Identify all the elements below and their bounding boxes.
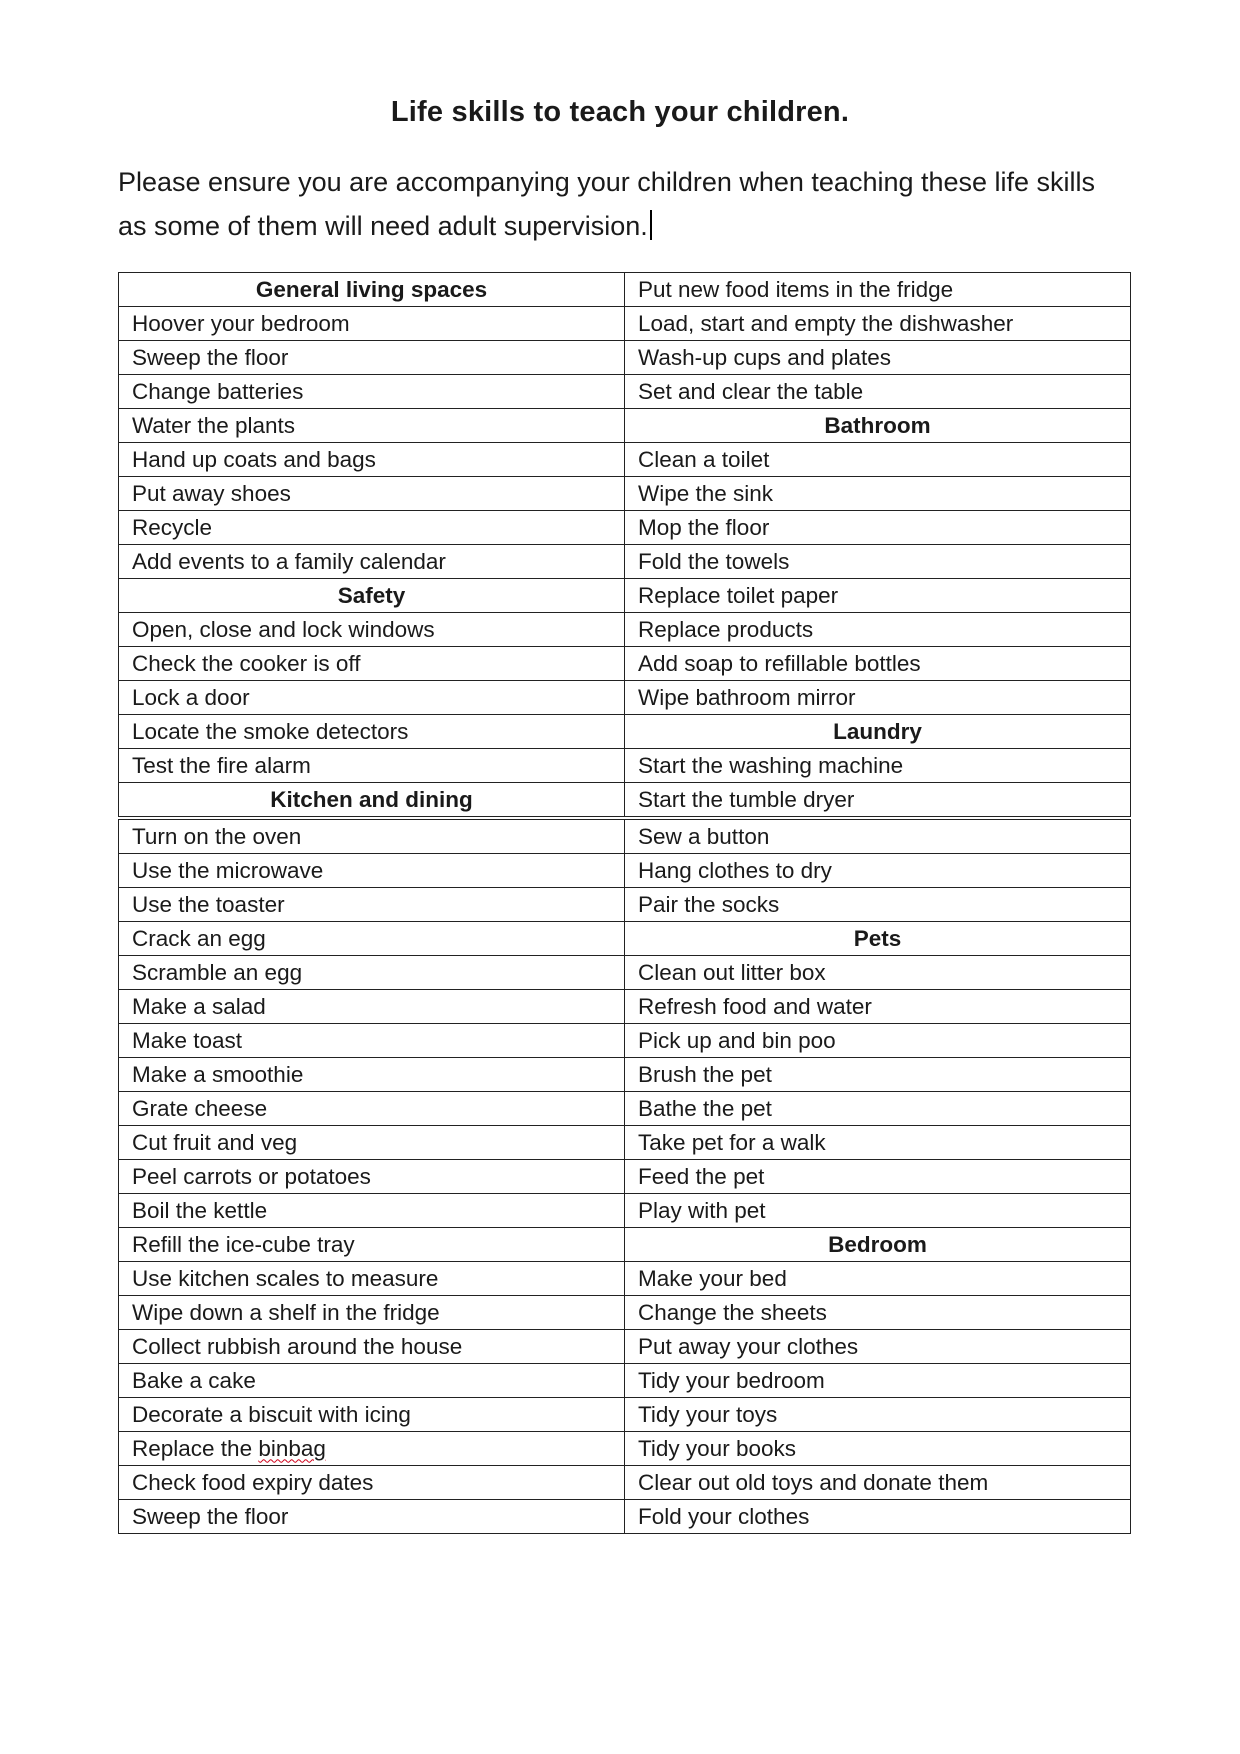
skill-text: Tidy your toys (638, 1401, 778, 1427)
table-row (119, 1364, 1131, 1398)
skill-text: Start the washing machine (638, 752, 904, 778)
skill-cell (625, 1160, 1131, 1194)
skill-cell (119, 715, 625, 749)
section-header-cell (119, 579, 625, 613)
section-header-cell (625, 715, 1131, 749)
skill-cell (119, 1330, 625, 1364)
skill-text: Put new food items in the fridge (638, 276, 954, 302)
skill-cell (625, 681, 1131, 715)
skill-text: Sweep the floor (132, 344, 289, 370)
document-title: Life skills to teach your children. (390, 96, 850, 128)
table-row (119, 1432, 1131, 1466)
skill-cell (119, 307, 625, 341)
skill-text: Change batteries (132, 378, 304, 404)
skill-text: Clean out litter box (638, 959, 826, 985)
skill-text: Open, close and lock windows (132, 616, 435, 642)
skill-cell (625, 990, 1131, 1024)
skill-cell (119, 409, 625, 443)
table-row (119, 307, 1131, 341)
skill-cell (625, 854, 1131, 888)
table-row (119, 477, 1131, 511)
table-row (119, 1058, 1131, 1092)
skill-cell (119, 749, 625, 783)
skill-cell (119, 1092, 625, 1126)
skill-text: Fold your clothes (638, 1503, 810, 1529)
table-row (119, 1500, 1131, 1534)
skill-cell (625, 888, 1131, 922)
skill-cell (119, 341, 625, 375)
skill-text: Add soap to refillable bottles (638, 650, 921, 676)
skill-text: Hoover your bedroom (132, 310, 350, 336)
skill-cell (625, 783, 1131, 819)
section-header-text: Bedroom (828, 1231, 927, 1257)
table-row (119, 1228, 1131, 1262)
skill-text: Pick up and bin poo (638, 1027, 836, 1053)
skill-text: Take pet for a walk (638, 1129, 826, 1155)
skill-cell (625, 1126, 1131, 1160)
skill-cell (119, 511, 625, 545)
skill-text: Change the sheets (638, 1299, 827, 1325)
life-skills-table-body (119, 273, 1131, 1534)
skill-cell (625, 1398, 1131, 1432)
skill-cell (119, 818, 625, 854)
skill-cell (119, 854, 625, 888)
skill-cell (119, 1364, 625, 1398)
skill-cell (625, 613, 1131, 647)
skill-cell (625, 1024, 1131, 1058)
skill-text: Bathe the pet (638, 1095, 772, 1121)
table-row (119, 375, 1131, 409)
skill-cell (625, 1092, 1131, 1126)
section-header-text: Bathroom (824, 412, 931, 438)
skill-text: Grate cheese (132, 1095, 268, 1121)
table-row (119, 1398, 1131, 1432)
skill-text: Turn on the oven (132, 823, 302, 849)
skill-text: Put away your clothes (638, 1333, 859, 1359)
skill-cell (625, 1500, 1131, 1534)
table-row (119, 1160, 1131, 1194)
table-row (119, 1194, 1131, 1228)
skill-cell (625, 545, 1131, 579)
table-row (119, 613, 1131, 647)
section-header-text: Laundry (833, 718, 922, 744)
skill-text: Peel carrots or potatoes (132, 1163, 371, 1189)
table-row (119, 511, 1131, 545)
section-header-text: Kitchen and dining (270, 786, 473, 812)
skill-text: Bake a cake (132, 1367, 256, 1393)
skill-cell (625, 956, 1131, 990)
skill-text: Tidy your books (638, 1435, 796, 1461)
skill-cell (625, 1364, 1131, 1398)
skill-text: Play with pet (638, 1197, 766, 1223)
skill-text: Clean a toilet (638, 446, 770, 472)
skill-text: Use the toaster (132, 891, 285, 917)
skill-cell (625, 1432, 1131, 1466)
skill-text: Cut fruit and veg (132, 1129, 298, 1155)
section-header-text: General living spaces (255, 276, 488, 302)
skill-cell (625, 1058, 1131, 1092)
skill-cell (625, 1262, 1131, 1296)
skill-cell (119, 1398, 625, 1432)
skill-text: Add events to a family calendar (132, 548, 446, 574)
skill-cell (625, 1330, 1131, 1364)
skill-cell (119, 990, 625, 1024)
skill-cell (119, 375, 625, 409)
skill-text: Sweep the floor (132, 1503, 289, 1529)
skill-text: Check food expiry dates (132, 1469, 374, 1495)
skill-cell (119, 922, 625, 956)
skill-cell (625, 647, 1131, 681)
skill-text: Start the tumble dryer (638, 786, 855, 812)
skill-cell (625, 1296, 1131, 1330)
skill-cell (625, 579, 1131, 613)
skill-text: Feed the pet (638, 1163, 765, 1189)
skill-cell (119, 1262, 625, 1296)
section-header-text: Safety (337, 582, 406, 608)
skill-text: Refill the ice-cube tray (132, 1231, 355, 1257)
skill-text: Scramble an egg (132, 959, 303, 985)
table-row (119, 715, 1131, 749)
skill-text: Fold the towels (638, 548, 790, 574)
skill-cell (119, 1296, 625, 1330)
skill-cell (119, 1024, 625, 1058)
section-header-cell (119, 783, 625, 819)
table-row (119, 409, 1131, 443)
skill-text: Make a smoothie (132, 1061, 304, 1087)
skill-text: Mop the floor (638, 514, 770, 540)
intro-paragraph[interactable] (118, 160, 1128, 248)
table-row (119, 1262, 1131, 1296)
section-header-cell (625, 922, 1131, 956)
skill-text: Locate the smoke detectors (132, 718, 409, 744)
table-row (119, 681, 1131, 715)
table-row (119, 341, 1131, 375)
section-header-cell (119, 273, 625, 307)
skill-text: Wash-up cups and plates (638, 344, 892, 370)
table-row (119, 888, 1131, 922)
table-row (119, 956, 1131, 990)
skill-cell (625, 307, 1131, 341)
table-row (119, 922, 1131, 956)
skill-text: Boil the kettle (132, 1197, 268, 1223)
skill-text: Lock a door (132, 684, 250, 710)
skill-text: Refresh food and water (638, 993, 872, 1019)
skill-cell (119, 681, 625, 715)
skill-cell (625, 1194, 1131, 1228)
skill-text: Pair the socks (638, 891, 780, 917)
skill-cell (119, 1194, 625, 1228)
section-header-cell (625, 409, 1131, 443)
skill-text: Check the cooker is off (132, 650, 361, 676)
skill-text: Make your bed (638, 1265, 787, 1291)
skill-cell (119, 1500, 625, 1534)
skill-cell (625, 477, 1131, 511)
skill-cell (119, 647, 625, 681)
table-row (119, 545, 1131, 579)
text-cursor (650, 210, 652, 240)
skill-text: Replace products (638, 616, 814, 642)
skill-text: Replace toilet paper (638, 582, 839, 608)
skill-text: Tidy your bedroom (638, 1367, 825, 1393)
section-header-text: Pets (853, 925, 902, 951)
skill-cell (625, 341, 1131, 375)
skill-cell (119, 1432, 625, 1466)
skill-cell (625, 375, 1131, 409)
intro-text: Please ensure you are accompanying your children when teaching these life skills as some of them will need adult supervision. (118, 167, 1096, 241)
life-skills-table (118, 272, 1131, 1534)
skill-cell (625, 273, 1131, 307)
skill-cell (119, 1466, 625, 1500)
skill-text: Wipe the sink (638, 480, 774, 506)
skill-cell (119, 1058, 625, 1092)
skill-text: Put away shoes (132, 480, 291, 506)
table-row (119, 273, 1131, 307)
skill-text: Use the microwave (132, 857, 324, 883)
table-row (119, 647, 1131, 681)
skill-text: Crack an egg (132, 925, 266, 951)
spellcheck-underline: binbag (258, 1435, 326, 1461)
table-row (119, 854, 1131, 888)
skill-text: Use kitchen scales to measure (132, 1265, 439, 1291)
section-header-cell (625, 1228, 1131, 1262)
skill-text: Water the plants (132, 412, 295, 438)
skill-text: Replace the binbag (132, 1435, 326, 1461)
table-row (119, 990, 1131, 1024)
skill-text: Wipe down a shelf in the fridge (132, 1299, 440, 1325)
skill-cell (625, 511, 1131, 545)
table-row (119, 1024, 1131, 1058)
skill-cell (119, 545, 625, 579)
skill-cell (625, 749, 1131, 783)
skill-text: Hand up coats and bags (132, 446, 376, 472)
skill-cell (119, 1160, 625, 1194)
skill-text: Clear out old toys and donate them (638, 1469, 989, 1495)
skill-text: Recycle (132, 514, 213, 540)
skill-text: Make a salad (132, 993, 266, 1019)
table-row (119, 1296, 1131, 1330)
skill-text: Set and clear the table (638, 378, 864, 404)
table-row (119, 1126, 1131, 1160)
skill-cell (119, 613, 625, 647)
skill-text: Make toast (132, 1027, 243, 1053)
table-row (119, 1092, 1131, 1126)
table-row (119, 749, 1131, 783)
table-row (119, 818, 1131, 854)
skill-cell (625, 1466, 1131, 1500)
table-row (119, 443, 1131, 477)
skill-cell (119, 956, 625, 990)
skill-text: Collect rubbish around the house (132, 1333, 463, 1359)
skill-text: Load, start and empty the dishwasher (638, 310, 1014, 336)
skill-text: Test the fire alarm (132, 752, 311, 778)
table-row (119, 1330, 1131, 1364)
skill-cell (119, 1228, 625, 1262)
skill-text: Decorate a biscuit with icing (132, 1401, 411, 1427)
table-row (119, 1466, 1131, 1500)
skill-text: Wipe bathroom mirror (638, 684, 856, 710)
skill-cell (119, 443, 625, 477)
skill-cell (119, 477, 625, 511)
skill-text: Hang clothes to dry (638, 857, 832, 883)
skill-cell (625, 818, 1131, 854)
table-row (119, 579, 1131, 613)
skill-cell (119, 1126, 625, 1160)
skill-text: Sew a button (638, 823, 770, 849)
skill-text: Brush the pet (638, 1061, 772, 1087)
skill-cell (119, 888, 625, 922)
table-row (119, 783, 1131, 819)
skill-cell (625, 443, 1131, 477)
